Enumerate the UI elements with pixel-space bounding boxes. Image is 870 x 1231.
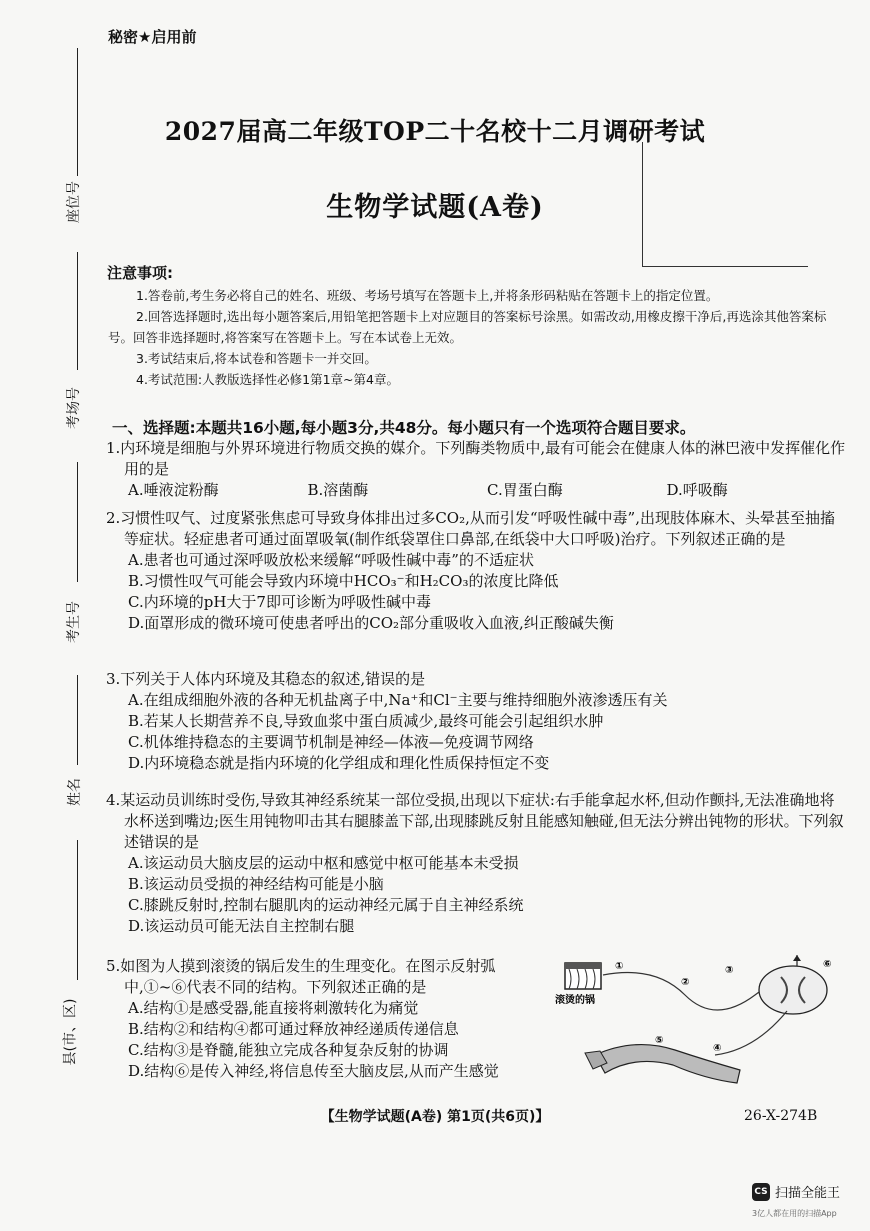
question-stem: 4.某运动员训练时受伤,导致其神经系统某一部位受损,出现以下症状:右手能拿起水杯,但动作颤抖,无法准确地将水杯送到嘴边;医生用钝物叩击其右腿膝盖下部,出现膝跳反射且能感知触碰,但无法分辨出钝物的形状。下列叙述错误的是	[106, 791, 844, 851]
hot-pot-icon	[565, 963, 601, 989]
option: C.膝跳反射时,控制右腿肌肉的运动神经元属于自主神经系统	[128, 896, 524, 914]
scanner-name: 扫描全能王	[775, 1186, 841, 1201]
option: D.呼吸酶	[666, 481, 728, 499]
question-stem: 3.下列关于人体内环境及其稳态的叙述,错误的是	[106, 670, 426, 688]
pot-label: 滚烫的锅	[555, 995, 595, 1006]
marker-2: ②	[681, 977, 690, 988]
exam-title: 2027届高二年级TOP二十名校十二月调研考试	[164, 117, 706, 146]
reflex-arc-figure	[555, 955, 845, 1105]
marker-5: ⑤	[655, 1035, 664, 1046]
exam-subtitle: 生物学试题(A卷)	[326, 192, 544, 223]
option: B.结构②和结构④都可通过释放神经递质传递信息	[128, 1020, 459, 1038]
notice-item: 3.考试结束后,将本试卷和答题卡一并交回。	[136, 351, 377, 366]
student-id-label: 考生号	[66, 601, 82, 643]
spinal-cord-icon	[759, 955, 827, 1014]
notice-heading: 注意事项:	[107, 264, 173, 282]
option: B.习惯性叹气可能会导致内环境中HCO₃⁻和H₂CO₃的浓度比降低	[128, 572, 559, 590]
option: B.若某人长期营养不良,导致血浆中蛋白质减少,最终可能会引起组织水肿	[128, 712, 604, 730]
marker-6: ⑥	[823, 959, 832, 970]
name-label: 姓名	[67, 778, 83, 806]
question-stem: 1.内环境是细胞与外界环境进行物质交换的媒介。下列酶类物质中,最有可能会在健康人体的淋巴液中发挥催化作用的是	[106, 439, 846, 478]
marker-4: ④	[713, 1043, 722, 1054]
student-id-line	[77, 462, 78, 582]
notice-item: 2.回答选择题时,选出每小题答案后,用铅笔把答题卡上对应题目的答案标号涂黑。如需改动,用橡皮擦干净后,再选涂其他答案标号。回答非选择题时,将答案写在答题卡上。写在本试卷上无效。	[108, 309, 827, 345]
option: C.内环境的pH大于7即可诊断为呼吸性碱中毒	[128, 593, 431, 611]
option: B.溶菌酶	[307, 481, 369, 499]
option: A.该运动员大脑皮层的运动中枢和感觉中枢可能基本未受损	[128, 854, 519, 872]
marker-3: ③	[725, 965, 734, 976]
section-heading: 一、选择题:本题共16小题,每小题3分,共48分。每小题只有一个选项符合题目要求。	[112, 419, 696, 437]
option: A.患者也可通过深呼吸放松来缓解“呼吸性碱中毒”的不适症状	[128, 551, 534, 569]
question-stem: 5.如图为人摸到滚烫的锅后发生的生理变化。在图示反射弧中,①~⑥代表不同的结构。下列叙述正确的是	[106, 957, 496, 996]
question-3	[106, 669, 846, 774]
confidential-mark: 秘密★启用前	[108, 28, 197, 46]
notice-item: 4.考试范围:人教版选择性必修1第1章~第4章。	[136, 372, 399, 387]
notice-item: 1.答卷前,考生务必将自己的姓名、班级、考场号填写在答题卡上,并将条形码粘贴在答题卡上的指定位置。	[136, 288, 719, 303]
scanner-tagline: 3亿人都在用的扫描App	[752, 1209, 837, 1218]
name-line	[77, 675, 78, 765]
county-line	[77, 840, 78, 980]
option: D.面罩形成的微环境可使患者呼出的CO₂部分重吸收入血液,纠正酸碱失衡	[128, 614, 614, 632]
option-row	[106, 480, 846, 501]
option: A.在组成细胞外液的各种无机盐离子中,Na⁺和Cl⁻主要与维持细胞外液渗透压有关	[128, 691, 668, 709]
question-1	[106, 438, 846, 501]
option: C.机体维持稳态的主要调节机制是神经—体液—免疫调节网络	[128, 733, 534, 751]
scanner-watermark	[752, 1182, 840, 1201]
reflex-arc-diagram	[555, 955, 845, 1105]
option: B.该运动员受损的神经结构可能是小脑	[128, 875, 384, 893]
option: D.该运动员可能无法自主控制右腿	[128, 917, 355, 935]
question-stem: 2.习惯性叹气、过度紧张焦虑可导致身体排出过多CO₂,从而引发“呼吸性碱中毒”,出现肢体麻木、头晕甚至抽搐等症状。轻症患者可通过面罩吸氧(制作纸袋罩住口鼻部,在纸袋中大口呼吸)治疗。下列叙述正确的是	[106, 509, 835, 548]
page-footer: 【生物学试题(A卷) 第1页(共6页)】	[320, 1109, 550, 1125]
county-label: 县(市、区)	[62, 998, 79, 1066]
option: C.结构③是脊髓,能独立完成各种复杂反射的协调	[128, 1041, 449, 1059]
score-box	[642, 142, 808, 267]
exam-room-label: 考场号	[66, 387, 82, 429]
question-5	[106, 956, 546, 1082]
notice-list	[108, 285, 838, 390]
room-line	[77, 252, 78, 370]
option: C.胃蛋白酶	[487, 481, 563, 499]
option: A.唾液淀粉酶	[128, 481, 219, 499]
option: D.结构⑥是传入神经,将信息传至大脑皮层,从而产生感觉	[128, 1062, 499, 1080]
seat-label: 座位号	[66, 181, 82, 223]
marker-1: ①	[615, 961, 624, 972]
option: D.内环境稳态就是指内环境的化学组成和理化性质保持恒定不变	[128, 754, 550, 772]
option: A.结构①是感受器,能直接将刺激转化为痛觉	[128, 999, 419, 1017]
question-4	[106, 790, 846, 937]
question-2	[106, 508, 846, 634]
scanner-logo: CS	[752, 1183, 770, 1201]
paper-code: 26-X-274B	[744, 1108, 818, 1124]
